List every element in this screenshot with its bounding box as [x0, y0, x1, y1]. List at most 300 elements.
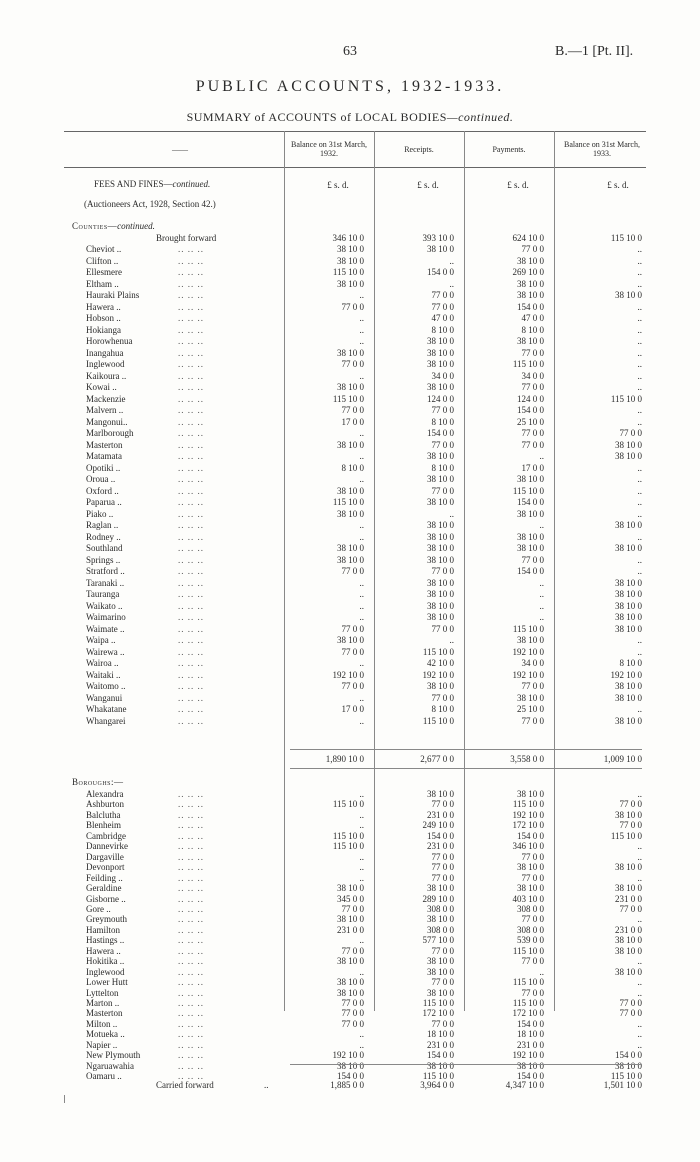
- county-row: [0, 474, 700, 484]
- cell-payments: 115 10 0: [512, 799, 544, 810]
- row-name: Malvern ..: [86, 405, 124, 415]
- cell-payments: 124 0 0: [517, 393, 544, 404]
- county-row: [0, 624, 700, 634]
- row-name: Hawera ..: [86, 301, 121, 312]
- borough-row: [0, 1019, 700, 1029]
- county-row: [0, 532, 700, 542]
- county-row: [0, 670, 700, 680]
- carried-receipts: 3,964 0 0: [420, 1080, 454, 1090]
- row-name: Waitomo ..: [86, 681, 126, 691]
- row-leader-dots: .. .. ..: [178, 883, 204, 894]
- row-leader-dots: .. .. ..: [178, 267, 204, 277]
- cell-payments: 115 10 0: [512, 998, 544, 1008]
- row-leader-dots: .. .. ..: [178, 301, 204, 312]
- cell-balance-1933: ..: [637, 977, 642, 988]
- cell-payments: 115 10 0: [512, 359, 544, 369]
- row-name: Feilding ..: [86, 872, 123, 883]
- row-name: Stratford ..: [86, 566, 125, 576]
- borough-row: [0, 977, 700, 987]
- cell-receipts: ..: [449, 255, 454, 266]
- row-leader-dots: .. .. ..: [178, 382, 204, 392]
- cell-payments: 154 0 0: [517, 830, 544, 841]
- row-leader-dots: .. .. ..: [178, 935, 204, 946]
- cell-balance-1932: 38 10 0: [337, 635, 364, 645]
- row-name: Mangonui..: [86, 416, 128, 427]
- row-name: New Plymouth: [86, 1050, 141, 1061]
- row-name: Ngaruawahia: [86, 1060, 134, 1071]
- borough-row: [0, 956, 700, 966]
- row-name: Hastings ..: [86, 935, 125, 946]
- cell-receipts: 38 10 0: [427, 987, 454, 998]
- cell-balance-1932: ..: [359, 428, 364, 438]
- cell-payments: 38 10 0: [517, 290, 544, 300]
- currency-label: £ s. d.: [507, 180, 529, 190]
- borough-row: [0, 1061, 700, 1071]
- cell-balance-1932: 38 10 0: [337, 914, 364, 925]
- cell-balance-1932: 38 10 0: [337, 278, 364, 289]
- cell-payments: 77 0 0: [521, 914, 544, 925]
- row-name: Hokitika ..: [86, 956, 125, 967]
- row-leader-dots: .. .. ..: [178, 508, 204, 519]
- borough-row: [0, 904, 700, 914]
- row-leader-dots: .. .. ..: [178, 704, 204, 714]
- cell-balance-1933: 38 10 0: [615, 577, 642, 588]
- county-row: [0, 589, 700, 599]
- cell-payments: 38 10 0: [517, 543, 544, 553]
- row-leader-dots: .. .. ..: [178, 474, 204, 484]
- cell-balance-1933: ..: [637, 987, 642, 998]
- row-name: Gisborne ..: [86, 893, 126, 904]
- cell-balance-1932: ..: [359, 658, 364, 668]
- cell-payments: 77 0 0: [521, 681, 544, 691]
- carried-forward-label: Carried forward: [156, 1080, 214, 1090]
- county-row: [0, 336, 700, 346]
- row-leader-dots: .. .. ..: [178, 914, 204, 925]
- row-name: Marlborough: [86, 428, 134, 438]
- row-leader-dots: .. .. ..: [178, 1071, 204, 1082]
- cell-balance-1932: 115 10 0: [332, 393, 364, 404]
- carried-forward-row: [0, 1080, 700, 1090]
- cell-receipts: 38 10 0: [427, 336, 454, 346]
- cell-balance-1933: ..: [637, 370, 642, 381]
- cell-balance-1932: ..: [359, 789, 364, 799]
- counties-heading: [72, 221, 155, 231]
- row-name: Wanganui: [86, 692, 123, 703]
- row-name: Devonport: [86, 862, 125, 873]
- cell-balance-1933: 38 10 0: [615, 600, 642, 611]
- county-row: [0, 693, 700, 703]
- row-name: Hawera ..: [86, 945, 121, 956]
- cell-receipts: 77 0 0: [431, 405, 454, 415]
- row-leader-dots: .. .. ..: [178, 566, 204, 576]
- cell-receipts: 154 0 0: [427, 1050, 454, 1061]
- cell-balance-1933: 115 10 0: [610, 393, 642, 404]
- cell-balance-1933: ..: [637, 416, 642, 427]
- balance-1933-header: Balance on 31st March, 1933.: [564, 140, 640, 158]
- cell-receipts: 38 10 0: [427, 543, 454, 553]
- cell-payments: ..: [539, 589, 544, 599]
- row-name: Clifton ..: [86, 255, 119, 266]
- row-leader-dots: .. .. ..: [178, 416, 204, 427]
- row-leader-dots: .. .. ..: [178, 987, 204, 998]
- row-name: Dargaville: [86, 851, 124, 862]
- act-note: (Auctioneers Act, 1928, Section 42.): [84, 199, 216, 209]
- cell-receipts: 192 10 0: [422, 669, 454, 680]
- row-name: Horowhenua: [86, 336, 133, 346]
- cell-payments: 115 10 0: [512, 623, 544, 634]
- cell-balance-1932: 77 0 0: [341, 1018, 364, 1029]
- row-leader-dots: .. .. ..: [178, 1029, 204, 1040]
- county-row: [0, 509, 700, 519]
- header-bottom-rule: [64, 167, 646, 168]
- cell-balance-1932: 115 10 0: [332, 841, 364, 852]
- county-row: [0, 716, 700, 726]
- carried-forward-dots: ..: [264, 1080, 269, 1090]
- cell-receipts: 77 0 0: [431, 290, 454, 300]
- borough-row: [0, 946, 700, 956]
- cell-receipts: 38 10 0: [427, 359, 454, 369]
- row-name: Southland: [86, 543, 123, 553]
- cell-receipts: 577 10 0: [422, 935, 454, 946]
- cell-balance-1932: 8 10 0: [341, 462, 364, 473]
- county-row: [0, 520, 700, 530]
- cell-balance-1933: 38 10 0: [615, 520, 642, 530]
- cell-receipts: 77 0 0: [431, 301, 454, 312]
- cell-balance-1933: 8 10 0: [619, 658, 642, 668]
- row-name: Inangahua: [86, 347, 124, 358]
- row-leader-dots: .. .. ..: [178, 789, 204, 799]
- row-leader-dots: .. .. ..: [178, 278, 204, 289]
- county-row: [0, 405, 700, 415]
- cell-payments: ..: [539, 577, 544, 588]
- cell-balance-1932: 38 10 0: [337, 956, 364, 967]
- cell-balance-1933: ..: [637, 244, 642, 254]
- boroughs-heading: [72, 777, 124, 787]
- borough-row: [0, 799, 700, 809]
- cell-receipts: 38 10 0: [427, 520, 454, 530]
- row-leader-dots: .. .. ..: [178, 462, 204, 473]
- borough-row: [0, 967, 700, 977]
- borough-row: [0, 810, 700, 820]
- borough-row: [0, 820, 700, 830]
- county-row: [0, 279, 700, 289]
- row-name: Whakatane: [86, 704, 127, 714]
- county-row: [0, 348, 700, 358]
- row-name: Dannevirke: [86, 841, 128, 852]
- row-leader-dots: .. .. ..: [178, 359, 204, 369]
- cell-receipts: ..: [449, 278, 454, 289]
- cell-payments: ..: [539, 600, 544, 611]
- row-leader-dots: .. .. ..: [178, 543, 204, 553]
- row-name: Eltham ..: [86, 278, 119, 289]
- row-name: Kaikoura ..: [86, 370, 127, 381]
- cell-receipts: ..: [449, 508, 454, 519]
- cell-balance-1933: 38 10 0: [615, 1060, 642, 1071]
- row-name: Oamaru ..: [86, 1071, 122, 1082]
- row-name: Napier ..: [86, 1039, 118, 1050]
- brought-payments: 624 10 0: [512, 233, 544, 243]
- row-leader-dots: .. .. ..: [178, 893, 204, 904]
- cell-balance-1932: ..: [359, 474, 364, 484]
- page-subtitle: [0, 110, 700, 125]
- row-leader-dots: .. .. ..: [178, 451, 204, 461]
- cell-payments: 38 10 0: [517, 474, 544, 484]
- cell-receipts: 154 0 0: [427, 428, 454, 438]
- row-leader-dots: .. .. ..: [178, 577, 204, 588]
- cell-balance-1933: ..: [637, 1029, 642, 1040]
- cell-balance-1933: 77 0 0: [619, 820, 642, 831]
- subtitle-main: SUMMARY of ACCOUNTS of LOCAL BODIES: [186, 110, 447, 124]
- cell-balance-1932: ..: [359, 862, 364, 873]
- row-leader-dots: .. .. ..: [178, 347, 204, 358]
- cell-balance-1932: 77 0 0: [341, 646, 364, 657]
- row-name: Hokianga: [86, 324, 121, 335]
- county-row: [0, 612, 700, 622]
- cell-balance-1933: 77 0 0: [619, 428, 642, 438]
- row-leader-dots: .. .. ..: [178, 393, 204, 404]
- totals-rule: [290, 749, 642, 750]
- cell-payments: 77 0 0: [521, 439, 544, 450]
- cell-receipts: 115 10 0: [422, 715, 454, 726]
- cell-balance-1932: 38 10 0: [337, 554, 364, 565]
- row-leader-dots: .. .. ..: [178, 1039, 204, 1050]
- cell-balance-1933: ..: [637, 789, 642, 799]
- cell-receipts: 34 0 0: [431, 370, 454, 381]
- cell-payments: 25 10 0: [517, 704, 544, 714]
- county-row: [0, 290, 700, 300]
- cell-payments: 231 0 0: [517, 1039, 544, 1050]
- cell-balance-1932: 115 10 0: [332, 267, 364, 277]
- cell-balance-1932: ..: [359, 809, 364, 820]
- cell-receipts: 38 10 0: [427, 451, 454, 461]
- cell-receipts: 77 0 0: [431, 851, 454, 862]
- row-leader-dots: .. .. ..: [178, 681, 204, 691]
- cell-payments: ..: [539, 966, 544, 977]
- cell-payments: 38 10 0: [517, 508, 544, 519]
- total-balance-1932: 1,890 10 0: [325, 754, 364, 764]
- cell-receipts: 38 10 0: [427, 244, 454, 254]
- cell-balance-1932: 77 0 0: [341, 566, 364, 576]
- counties-label: Counties—: [72, 221, 118, 231]
- row-name: Rodney ..: [86, 531, 121, 542]
- cell-balance-1933: 77 0 0: [619, 903, 642, 914]
- row-leader-dots: .. .. ..: [178, 872, 204, 883]
- row-leader-dots: .. .. ..: [178, 313, 204, 323]
- row-name: Wairoa ..: [86, 658, 119, 668]
- brought-balance-1932: 346 10 0: [332, 233, 364, 243]
- balance-1932-header: Balance on 31st March, 1932.: [291, 140, 367, 158]
- cell-receipts: 77 0 0: [431, 566, 454, 576]
- cell-balance-1933: ..: [637, 301, 642, 312]
- row-leader-dots: .. .. ..: [178, 715, 204, 726]
- cell-receipts: 38 10 0: [427, 577, 454, 588]
- cell-balance-1932: 115 10 0: [332, 799, 364, 810]
- cell-receipts: 38 10 0: [427, 883, 454, 894]
- cell-balance-1933: ..: [637, 872, 642, 883]
- cell-receipts: ..: [449, 635, 454, 645]
- cell-balance-1932: ..: [359, 290, 364, 300]
- cell-payments: 154 0 0: [517, 1071, 544, 1082]
- county-row: [0, 302, 700, 312]
- cell-balance-1932: 77 0 0: [341, 623, 364, 634]
- row-name: Lyttelton: [86, 987, 119, 998]
- borough-row: [0, 789, 700, 799]
- row-name: Marton ..: [86, 998, 120, 1008]
- row-name: Lower Hutt: [86, 977, 128, 988]
- cell-balance-1933: ..: [637, 841, 642, 852]
- county-row: [0, 325, 700, 335]
- cell-balance-1932: ..: [359, 935, 364, 946]
- cell-balance-1932: ..: [359, 715, 364, 726]
- cell-payments: 154 0 0: [517, 566, 544, 576]
- row-name: Waikato ..: [86, 600, 123, 611]
- cell-payments: 38 10 0: [517, 255, 544, 266]
- row-name: Ashburton: [86, 799, 124, 810]
- row-name: Waipa ..: [86, 635, 116, 645]
- cell-receipts: 77 0 0: [431, 623, 454, 634]
- cell-balance-1932: 38 10 0: [337, 977, 364, 988]
- cell-balance-1932: 38 10 0: [337, 1060, 364, 1071]
- cell-balance-1933: ..: [637, 485, 642, 496]
- cell-payments: 25 10 0: [517, 416, 544, 427]
- cell-payments: 77 0 0: [521, 428, 544, 438]
- row-leader-dots: .. .. ..: [178, 809, 204, 820]
- cell-balance-1933: 115 10 0: [610, 830, 642, 841]
- cell-balance-1933: ..: [637, 914, 642, 925]
- county-row: [0, 601, 700, 611]
- row-leader-dots: .. .. ..: [178, 635, 204, 645]
- cell-payments: 346 10 0: [512, 841, 544, 852]
- cell-payments: 192 10 0: [512, 809, 544, 820]
- cell-receipts: 38 10 0: [427, 474, 454, 484]
- cell-balance-1933: 38 10 0: [615, 692, 642, 703]
- row-leader-dots: .. .. ..: [178, 820, 204, 831]
- cell-payments: 172 10 0: [512, 820, 544, 831]
- cell-balance-1933: 38 10 0: [615, 451, 642, 461]
- county-row: [0, 463, 700, 473]
- cell-balance-1933: ..: [637, 324, 642, 335]
- county-row: [0, 417, 700, 427]
- cell-balance-1932: 38 10 0: [337, 382, 364, 392]
- borough-row: [0, 998, 700, 1008]
- cell-balance-1932: ..: [359, 1039, 364, 1050]
- cell-balance-1932: 77 0 0: [341, 359, 364, 369]
- cell-payments: ..: [539, 612, 544, 622]
- row-leader-dots: .. .. ..: [178, 336, 204, 346]
- cell-balance-1933: 38 10 0: [615, 439, 642, 450]
- row-leader-dots: .. .. ..: [178, 612, 204, 622]
- page-title: PUBLIC ACCOUNTS, 1932-1933.: [195, 78, 505, 95]
- row-name: Tauranga: [86, 589, 120, 599]
- cell-receipts: 38 10 0: [427, 914, 454, 925]
- cell-balance-1932: 38 10 0: [337, 543, 364, 553]
- cell-receipts: 154 0 0: [427, 830, 454, 841]
- row-leader-dots: .. .. ..: [178, 1060, 204, 1071]
- total-payments: 3,558 0 0: [510, 754, 544, 764]
- cell-balance-1932: ..: [359, 370, 364, 381]
- cell-payments: 154 0 0: [517, 405, 544, 415]
- cell-payments: 47 0 0: [521, 313, 544, 323]
- row-leader-dots: .. .. ..: [178, 324, 204, 335]
- cell-receipts: 115 10 0: [422, 646, 454, 657]
- cell-payments: 172 10 0: [512, 1008, 544, 1019]
- cell-balance-1932: 38 10 0: [337, 255, 364, 266]
- cell-payments: 8 10 0: [521, 324, 544, 335]
- row-name: Oxford ..: [86, 485, 119, 496]
- cell-balance-1932: 77 0 0: [341, 301, 364, 312]
- cell-receipts: 8 10 0: [431, 462, 454, 473]
- row-name: Piako ..: [86, 508, 114, 519]
- cell-balance-1933: 192 10 0: [610, 669, 642, 680]
- row-leader-dots: .. .. ..: [178, 830, 204, 841]
- cell-payments: 154 0 0: [517, 1018, 544, 1029]
- row-name: Hauraki Plains: [86, 290, 140, 300]
- cell-balance-1933: ..: [637, 382, 642, 392]
- cell-balance-1932: 115 10 0: [332, 830, 364, 841]
- cell-payments: 38 10 0: [517, 531, 544, 542]
- county-row: [0, 578, 700, 588]
- cell-balance-1932: 38 10 0: [337, 987, 364, 998]
- cell-balance-1933: 38 10 0: [615, 809, 642, 820]
- row-leader-dots: .. .. ..: [178, 977, 204, 988]
- cell-receipts: 77 0 0: [431, 692, 454, 703]
- cell-balance-1933: 77 0 0: [619, 1008, 642, 1019]
- cell-balance-1933: ..: [637, 531, 642, 542]
- section-heading-continued: continued.: [172, 179, 211, 189]
- cell-receipts: 249 10 0: [422, 820, 454, 831]
- cell-receipts: 18 10 0: [427, 1029, 454, 1040]
- cell-balance-1933: 115 10 0: [610, 1071, 642, 1082]
- row-leader-dots: .. .. ..: [178, 589, 204, 599]
- borough-row: [0, 894, 700, 904]
- cell-balance-1933: ..: [637, 462, 642, 473]
- cell-balance-1932: ..: [359, 872, 364, 883]
- document-reference: B.—1 [Pt. II].: [555, 44, 634, 59]
- row-name: Inglewood: [86, 966, 125, 977]
- county-row: [0, 681, 700, 691]
- cell-payments: 38 10 0: [517, 635, 544, 645]
- row-leader-dots: .. .. ..: [178, 841, 204, 852]
- cell-balance-1932: ..: [359, 313, 364, 323]
- cell-receipts: 231 0 0: [427, 809, 454, 820]
- cell-payments: 77 0 0: [521, 554, 544, 565]
- cell-balance-1932: 38 10 0: [337, 485, 364, 496]
- county-row: [0, 428, 700, 438]
- cell-payments: 192 10 0: [512, 1050, 544, 1061]
- row-leader-dots: .. .. ..: [178, 600, 204, 611]
- cell-payments: 77 0 0: [521, 956, 544, 967]
- cell-balance-1932: 77 0 0: [341, 1008, 364, 1019]
- cell-balance-1933: 38 10 0: [615, 290, 642, 300]
- row-leader-dots: .. .. ..: [178, 646, 204, 657]
- county-row: [0, 244, 700, 254]
- cell-balance-1932: 77 0 0: [341, 681, 364, 691]
- cell-payments: ..: [539, 451, 544, 461]
- borough-row: [0, 831, 700, 841]
- row-leader-dots: .. .. ..: [178, 956, 204, 967]
- brought-receipts: 393 10 0: [422, 233, 454, 243]
- cell-receipts: 42 10 0: [427, 658, 454, 668]
- total-receipts: 2,677 0 0: [420, 754, 454, 764]
- row-leader-dots: .. .. ..: [178, 658, 204, 668]
- cell-balance-1932: ..: [359, 820, 364, 831]
- cell-receipts: 38 10 0: [427, 531, 454, 542]
- cell-payments: 192 10 0: [512, 669, 544, 680]
- borough-row: [0, 1029, 700, 1039]
- cell-receipts: 8 10 0: [431, 416, 454, 427]
- cell-payments: 38 10 0: [517, 1060, 544, 1071]
- cell-payments: 115 10 0: [512, 977, 544, 988]
